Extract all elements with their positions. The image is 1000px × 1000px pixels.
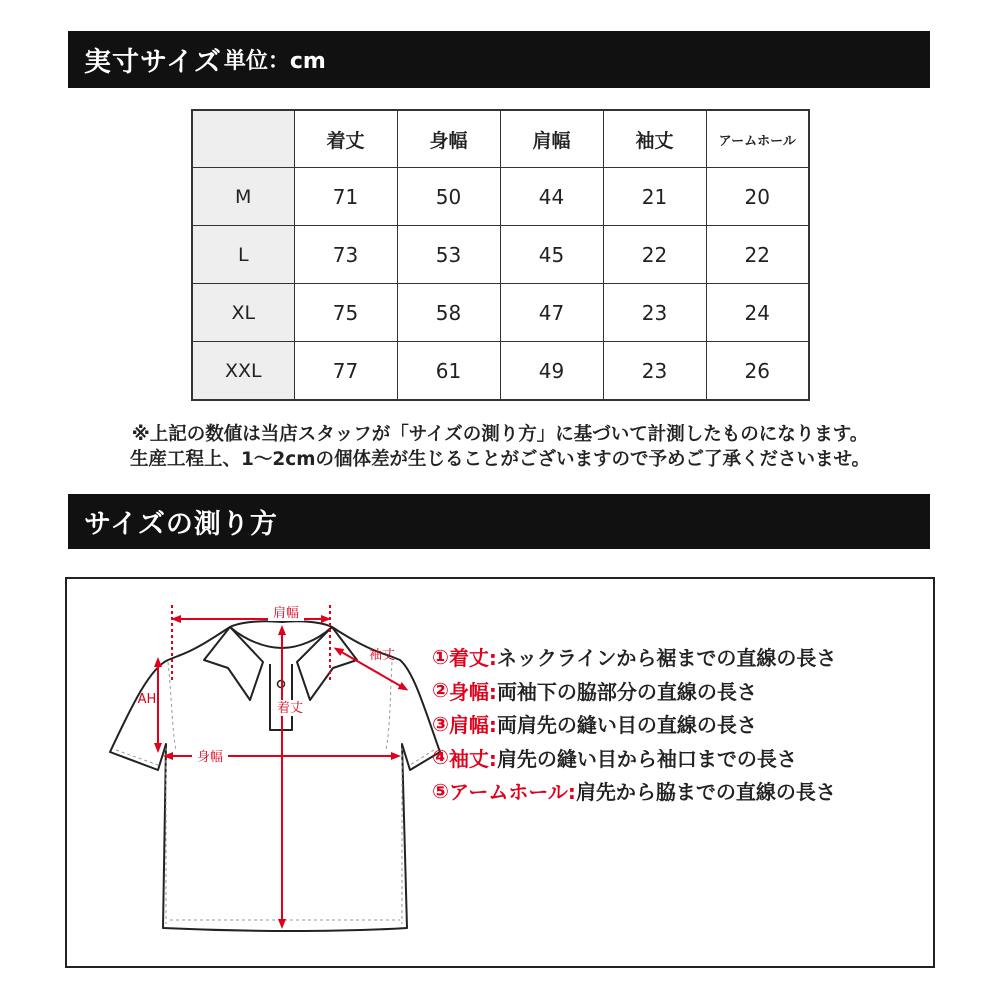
label-sleeve: 袖丈 [368, 648, 396, 663]
legend-description: 肩先から脇までの直線の長さ [575, 780, 836, 805]
legend-term: 袖丈: [448, 746, 497, 771]
size-label: XL [192, 284, 294, 342]
legend-item [432, 640, 836, 674]
legend-description: 両袖下の脇部分の直線の長さ [496, 679, 757, 704]
measurement-legend [432, 640, 836, 808]
table-cell: 58 [397, 284, 500, 342]
label-width: 身幅 [196, 750, 224, 765]
column-header-sleeve: 袖丈 [603, 110, 706, 168]
legend-item [432, 674, 836, 708]
note-line-2: 生産工程上、1〜2cmの個体差が生じることがございますので予めご了承くださいませ。 [130, 449, 870, 470]
legend-description: 両肩先の縫い目の直線の長さ [496, 713, 757, 738]
legend-number: ③ [432, 711, 449, 736]
size-label: XXL [192, 342, 294, 401]
table-cell: 47 [500, 284, 603, 342]
table-cell: 50 [397, 168, 500, 226]
measure-header-title: サイズの測り方 [84, 509, 278, 540]
legend-number: ① [432, 644, 449, 669]
table-cell: 23 [603, 284, 706, 342]
table-cell: 49 [500, 342, 603, 401]
table-cell: 20 [706, 168, 809, 226]
legend-term: 身幅: [448, 679, 497, 704]
table-cell: 73 [294, 226, 397, 284]
table-cell: 45 [500, 226, 603, 284]
legend-term: アームホール: [448, 780, 576, 805]
size-header-unit: 単位：cm [223, 49, 326, 74]
table-cell: 53 [397, 226, 500, 284]
table-cell: 71 [294, 168, 397, 226]
table-cell: 44 [500, 168, 603, 226]
size-label: L [192, 226, 294, 284]
table-cell: 23 [603, 342, 706, 401]
legend-number: ⑤ [432, 778, 449, 803]
shirt-outline [110, 621, 440, 931]
label-shoulder: 肩幅 [272, 606, 300, 621]
table-cell: 75 [294, 284, 397, 342]
table-cell: 77 [294, 342, 397, 401]
table-cell: 26 [706, 342, 809, 401]
column-header-shoulder: 肩幅 [500, 110, 603, 168]
size-header-title: 実寸サイズ [84, 47, 222, 78]
table-cell: 22 [706, 226, 809, 284]
legend-item [432, 707, 836, 741]
legend-number: ④ [432, 745, 449, 770]
column-header-length: 着丈 [294, 110, 397, 168]
size-label: M [192, 168, 294, 226]
legend-term: 着丈: [448, 646, 497, 671]
table-cell: 61 [397, 342, 500, 401]
legend-item [432, 774, 836, 808]
table-cell: 22 [603, 226, 706, 284]
column-header-width: 身幅 [397, 110, 500, 168]
table-cell: 21 [603, 168, 706, 226]
legend-description: ネックラインから裾までの直線の長さ [496, 646, 837, 671]
legend-item [432, 741, 836, 775]
legend-description: 肩先の縫い目から袖口までの長さ [496, 746, 797, 771]
table-cell: 24 [706, 284, 809, 342]
label-length: 着丈 [276, 701, 304, 716]
legend-number: ② [432, 678, 449, 703]
legend-term: 肩幅: [448, 713, 497, 738]
note-line-1: ※上記の数値は当店スタッフが「サイズの測り方」に基づいて計測したものになります。 [131, 424, 869, 445]
column-header-armhole: アームホール [706, 110, 809, 168]
label-armhole: AH [137, 692, 157, 707]
